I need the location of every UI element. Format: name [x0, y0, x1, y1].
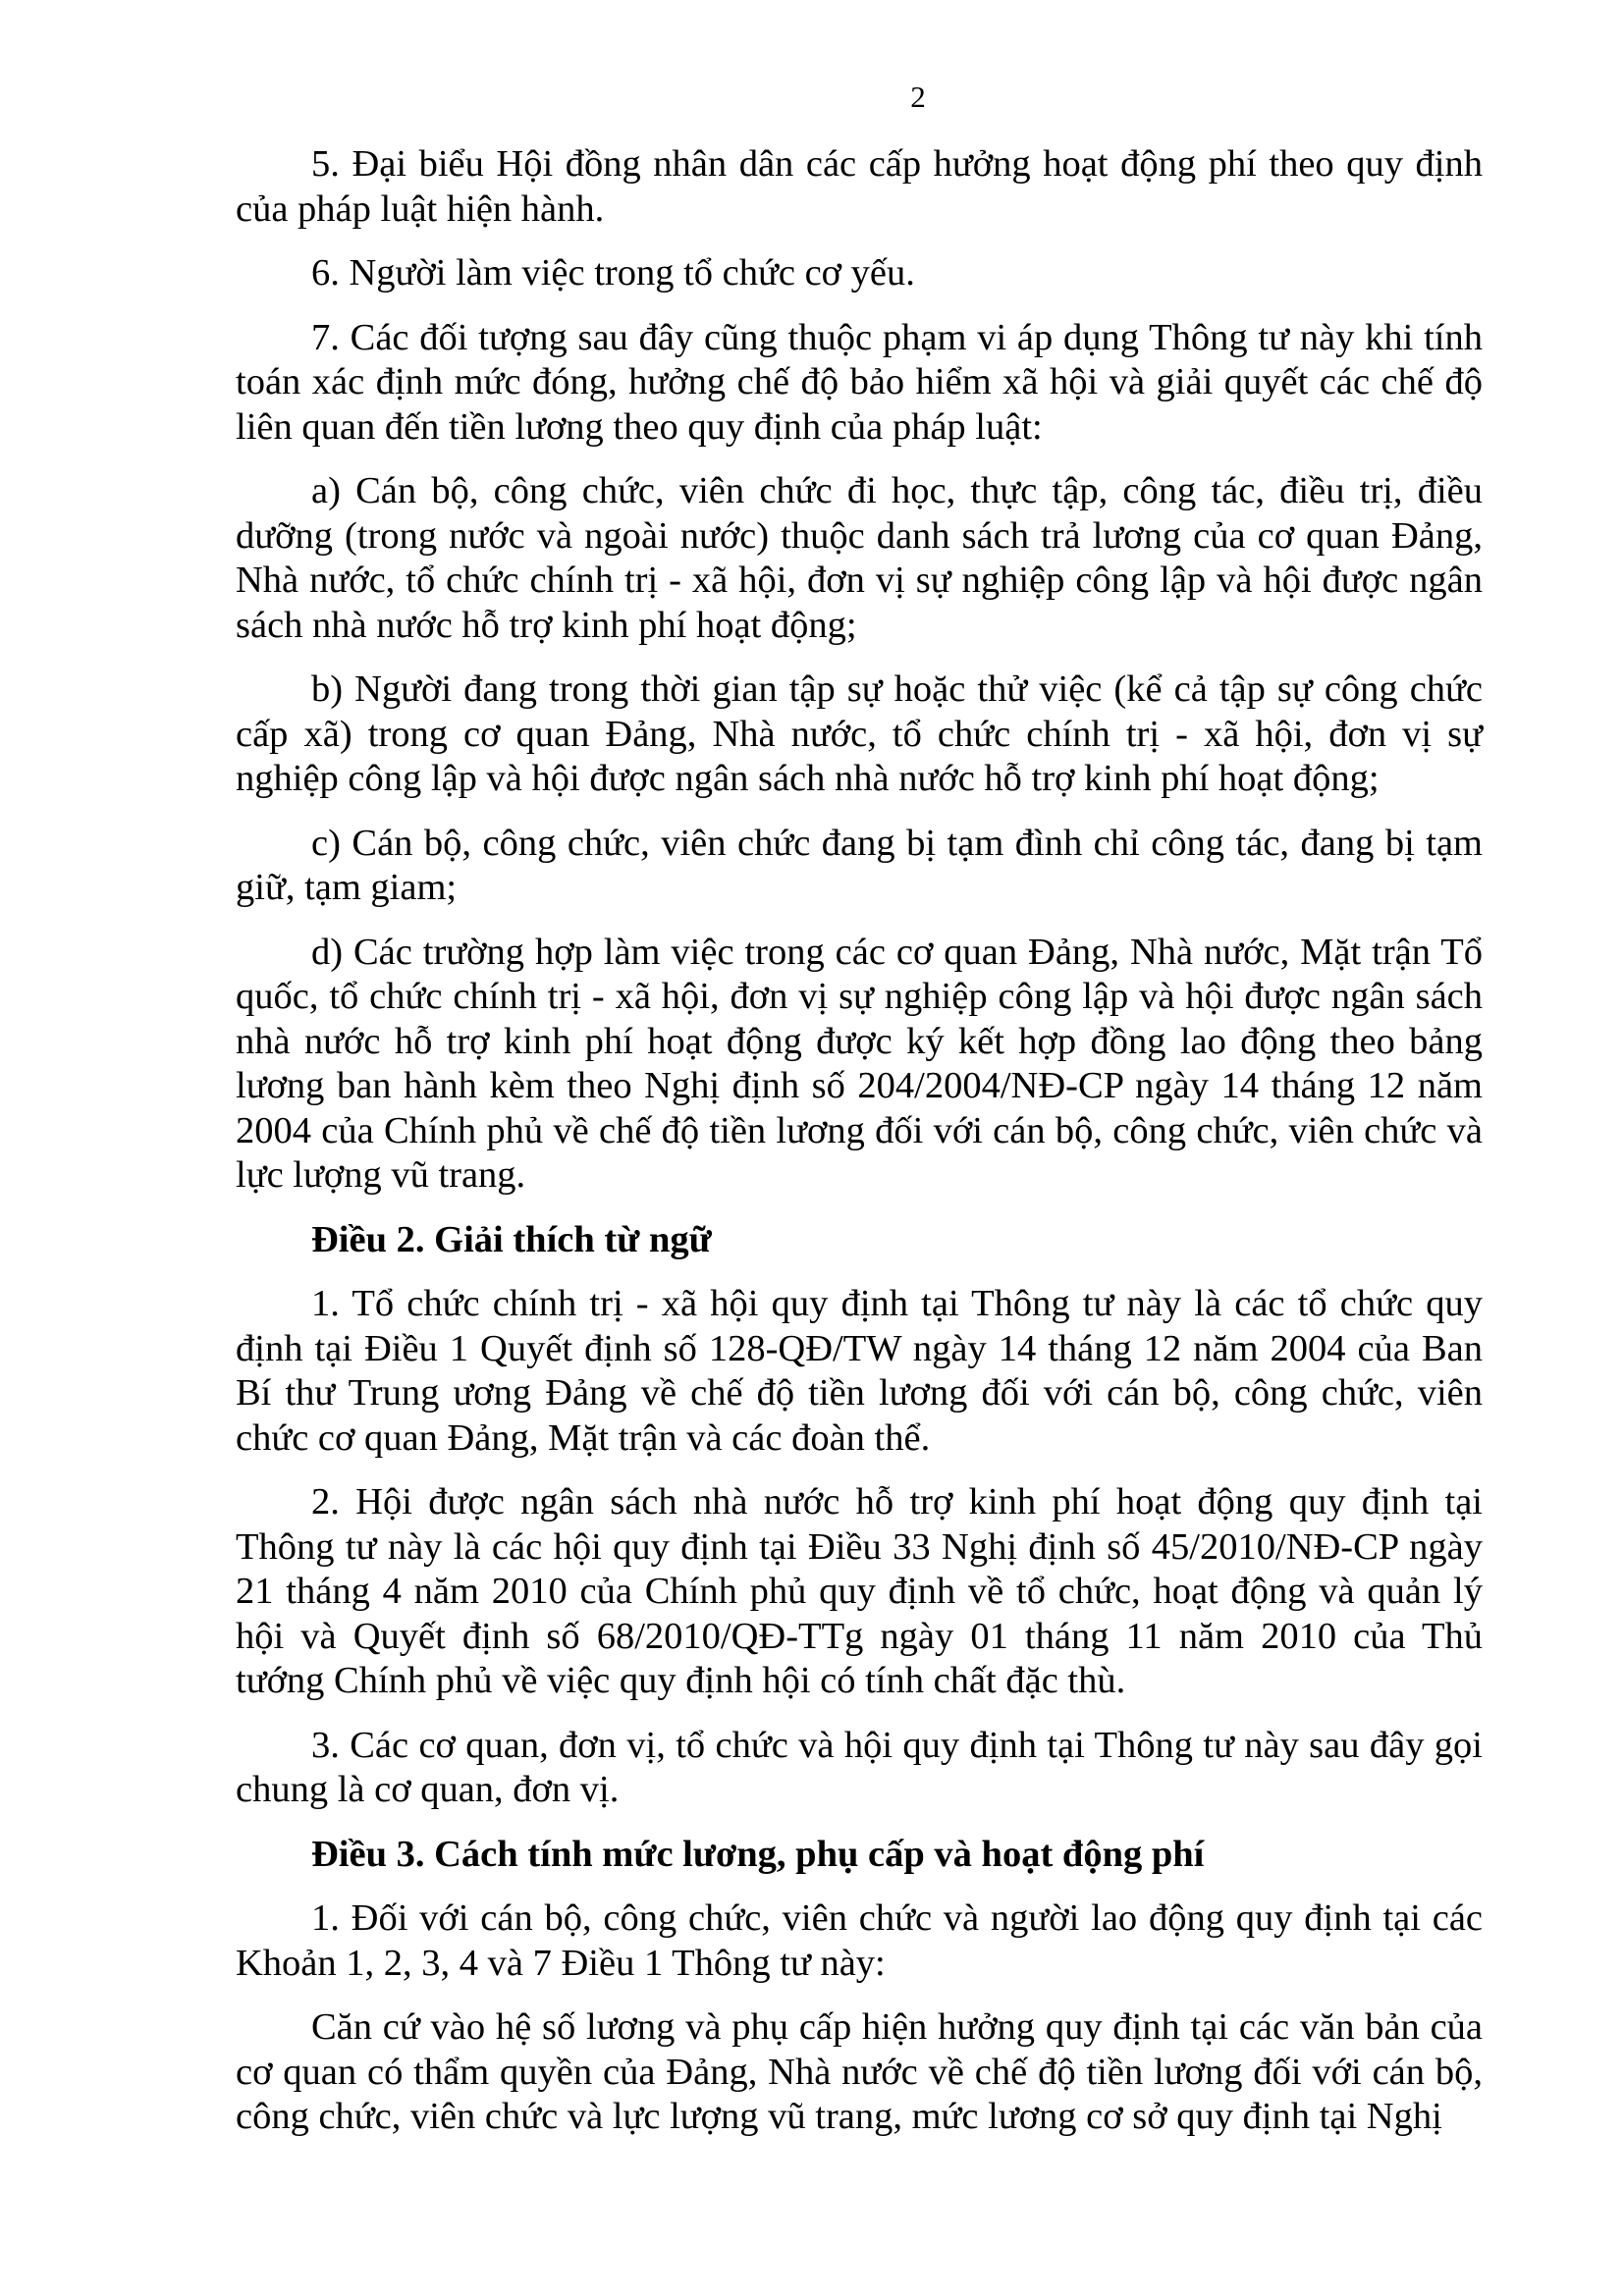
document-page	[236, 77, 1483, 2160]
paragraph-item-7: 7. Các đối tượng sau đây cũng thuộc phạm vi áp dụng Thông tư này khi tính toán xác định mức đóng, hưởng chế độ bảo hiểm xã hội và giải quyết các chế độ liên quan đến tiền lương theo quy định của pháp luật:	[236, 316, 1483, 448]
article-3-heading: Điều 3. Cách tính mức lương, phụ cấp và hoạt động phí	[311, 1833, 1205, 1875]
paragraph-item-7d: d) Các trường hợp làm việc trong các cơ quan Đảng, Nhà nước, Mặt trận Tổ quốc, tổ chức chính trị - xã hội, đơn vị sự nghiệp công lập và hội được ngân sách nhà nước hỗ trợ kinh phí hoạt động được ký kết hợp đồng lao động theo bảng lương ban hành kèm theo Nghị định số 204/2004/NĐ-CP ngày 14 tháng 12 năm 2004 của Chính phủ về chế độ tiền lương đối với cán bộ, công chức, viên chức và lực lượng vũ trang.	[236, 931, 1483, 1196]
paragraph-item-6: 6. Người làm việc trong tổ chức cơ yếu.	[311, 252, 915, 294]
article-3-clause-1: 1. Đối với cán bộ, công chức, viên chức và người lao động quy định tại các Khoản 1, 2, 3, 4 và 7 Điều 1 Thông tư này:	[236, 1897, 1483, 1984]
page-number: 2	[910, 80, 926, 114]
article-2-clause-2: 2. Hội được ngân sách nhà nước hỗ trợ kinh phí hoạt động quy định tại Thông tư này là các hội quy định tại Điều 33 Nghị định số 45/2010/NĐ-CP ngày 21 tháng 4 năm 2010 của Chính phủ quy định về tổ chức, hoạt động và quản lý hội và Quyết định số 68/2010/QĐ-TTg ngày 01 tháng 11 năm 2010 của Thủ tướng Chính phủ về việc quy định hội có tính chất đặc thù.	[236, 1481, 1483, 1701]
paragraph-item-5: 5. Đại biểu Hội đồng nhân dân các cấp hưởng hoạt động phí theo quy định của pháp luật hiện hành.	[236, 143, 1483, 230]
article-2-heading: Điều 2. Giải thích từ ngữ	[311, 1218, 712, 1260]
article-2-clause-3: 3. Các cơ quan, đơn vị, tổ chức và hội quy định tại Thông tư này sau đây gọi chung là cơ quan, đơn vị.	[236, 1724, 1483, 1810]
article-3-clause-1-body: Căn cứ vào hệ số lương và phụ cấp hiện hưởng quy định tại các văn bản của cơ quan có thẩm quyền của Đảng, Nhà nước về chế độ tiền lương đối với cán bộ, công chức, viên chức và lực lượng vũ trang, mức lương cơ sở quy định tại Nghị	[236, 2006, 1483, 2137]
article-2-clause-1: 1. Tổ chức chính trị - xã hội quy định tại Thông tư này là các tổ chức quy định tại Điều 1 Quyết định số 128-QĐ/TW ngày 14 tháng 12 năm 2004 của Ban Bí thư Trung ương Đảng về chế độ tiền lương đối với cán bộ, công chức, viên chức cơ quan Đảng, Mặt trận và các đoàn thể.	[236, 1283, 1483, 1459]
paragraph-item-7c: c) Cán bộ, công chức, viên chức đang bị tạm đình chỉ công tác, đang bị tạm giữ, tạm giam;	[236, 822, 1483, 908]
paragraph-item-7b: b) Người đang trong thời gian tập sự hoặc thử việc (kể cả tập sự công chức cấp xã) trong cơ quan Đảng, Nhà nước, tổ chức chính trị - xã hội, đơn vị sự nghiệp công lập và hội được ngân sách nhà nước hỗ trợ kinh phí hoạt động;	[236, 668, 1483, 799]
paragraph-item-7a: a) Cán bộ, công chức, viên chức đi học, thực tập, công tác, điều trị, điều dưỡng (trong nước và ngoài nước) thuộc danh sách trả lương của cơ quan Đảng, Nhà nước, tổ chức chính trị - xã hội, đơn vị sự nghiệp công lập và hội được ngân sách nhà nước hỗ trợ kinh phí hoạt động;	[236, 470, 1483, 646]
